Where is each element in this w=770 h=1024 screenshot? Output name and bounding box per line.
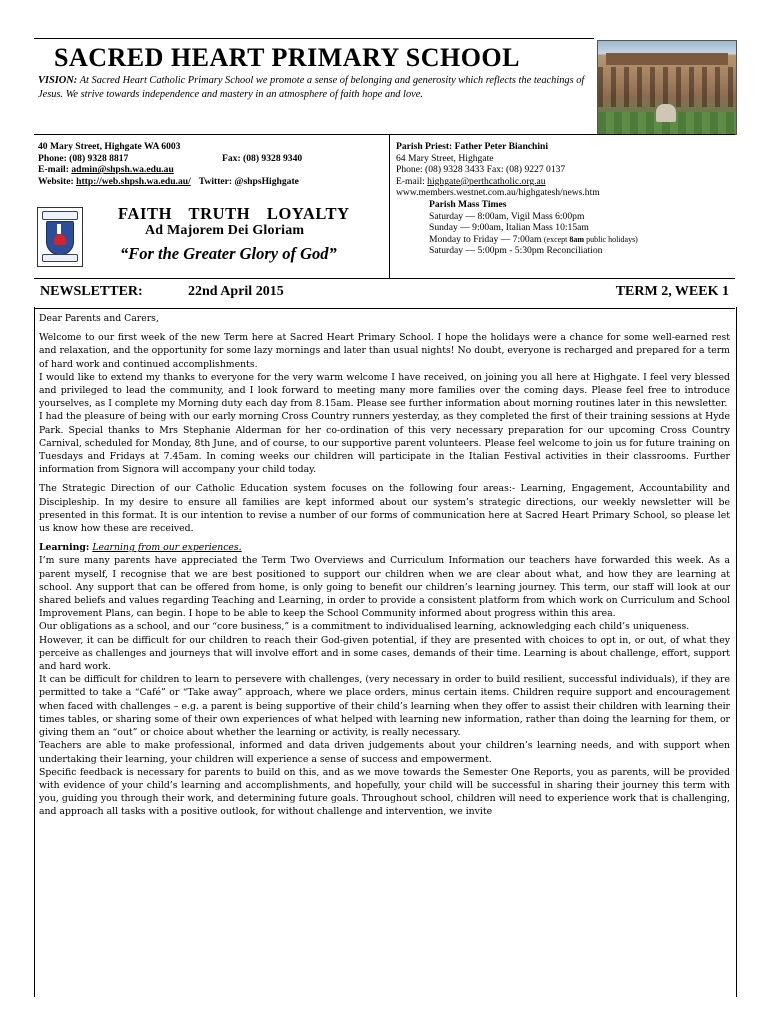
- mass-time-sunday: Sunday — 9:00am, Italian Mass 10:15am: [429, 222, 589, 234]
- paragraph-cross-country: I had the pleasure of being with our early morning Cross Country runners yesterday, as they completed the first of their training sessions at Hyde Park. Special thanks to Mrs Stephanie Alderman for her co-ordination of this very necessary preparation for our upcoming Cross Country Carnival, scheduled for Monday, 8th June, and of course, to our supportive parent volunteers. Please feel welcome to join us for future training on Tuesdays and Fridays at 7.45am. In coming weeks our children will participate in the Italian Festival activities in their classrooms. Further information from Signora will accompany your child today.: [39, 411, 730, 476]
- school-fax: Fax: (08) 9328 9340: [222, 152, 303, 164]
- header-divider: [34, 134, 735, 135]
- website-label: Website:: [38, 175, 77, 187]
- mass-times-title: Parish Mass Times: [429, 198, 507, 210]
- mass-time-weekday: Monday to Friday — 7:00am (except 8am public holidays): [429, 233, 638, 245]
- parish-phone-fax: Phone: (08) 9328 3433 Fax: (08) 9227 0137: [396, 164, 566, 176]
- parish-details: [396, 141, 736, 257]
- paragraph-potential: However, it can be difficult for our children to reach their God-given potential, if they are presented with choices to opt in, or out, of what they perceive as challenges and journeys that will involve effort and in some cases, demands of their time. Learning is about challenge, effort, support and hard work.: [39, 634, 730, 673]
- paragraph-teachers: Teachers are able to make professional, informed and data driven judgements about your children’s learning needs, and with support when undertaking their learning, your children will experience a sense of success and empowerment.: [39, 740, 730, 765]
- school-building-photo: [597, 40, 737, 135]
- newsletter-term: TERM 2, WEEK 1: [615, 284, 729, 299]
- learning-heading: [39, 541, 730, 554]
- paragraph-welcome: Welcome to our first week of the new Term here at Sacred Heart Primary School. I hope the holidays were a chance for some well-earned rest and relaxation, and the opportunity for some lazy mornings and later than usual nights! No doubt, everyone is recharged and prepared for a term of hard work and continued accomplishments.: [39, 332, 730, 370]
- paragraph-obligations: Our obligations as a school, and our “core business,” is a commitment to individualised learning, acknowledging each child’s uniqueness.: [39, 621, 690, 633]
- latin-motto: Ad Majorem Dei Gloriam: [145, 223, 305, 238]
- newsletter-date: 22nd April 2015: [188, 284, 284, 299]
- parish-email-link[interactable]: highgate@perthcatholic.org.au: [427, 175, 546, 187]
- title-top-rule: [34, 38, 594, 39]
- school-website-link[interactable]: http://web.shpsh.wa.edu.au/: [76, 175, 191, 187]
- heart-icon: [54, 234, 66, 245]
- vision-statement: [38, 74, 594, 101]
- parish-address: 64 Mary Street, Highgate: [396, 152, 494, 164]
- school-address: 40 Mary Street, Highgate WA 6003: [38, 141, 181, 152]
- vision-label: VISION:: [38, 75, 78, 86]
- motto-translation: “For the Greater Glory of God”: [120, 244, 337, 263]
- mass-time-reconciliation: Saturday — 5:00pm - 5:30pm Reconciliation: [429, 245, 603, 257]
- vision-text: At Sacred Heart Catholic Primary School we promote a sense of belonging and generosity which reflects the teachings of Jesus. We strive towards independence and mastery in an atmosphere of faith hope and love.: [38, 75, 585, 100]
- paragraph-persevere: It can be difficult for children to learn to persevere with challenges, (very necessary in order to build resilient, successful individuals), if they are permitted to take a “Café” or “Take away” approach, where we place orders, minus certain items. Children require support and encouragement when faced with challenges – e.g. a parent is being supportive of their child’s learning when they offer to assist their children with learning their times tables, or sharing some of their own experiences of what helped with learning new information, rather than doing the learning for them, or giving them an “out” or choice about whether the learning or activity, is really necessary.: [39, 674, 730, 739]
- school-email-link[interactable]: admin@shpsh.wa.edu.au: [71, 164, 174, 176]
- paragraph-strategic-direction: The Strategic Direction of our Catholic Education system focuses on the following four areas:- Learning, Engagement, Accountability and Discipleship. In my desire to ensure all families are kept informed about our system’s strategic directions, our weekly newsletter will be presented in this format. It is our intention to revise a number of our forms of communication here at Sacred Heart Primary School, so please let us know how these are received.: [39, 483, 730, 535]
- parish-website: www.members.westnet.com.au/highgatesh/news.htm: [396, 187, 600, 199]
- paragraph-thanks: I would like to extend my thanks to everyone for the very warm welcome I have received, on joining you all here at Highgate. I feel very blessed and privileged to lead the community, and I look forward to meeting many more families over the coming days. Please feel free to introduce yourselves, as I complete my Morning duty each day from 8.15am. Please see further information about morning routines later in this newsletter.: [39, 371, 730, 410]
- school-phone: Phone: (08) 9328 8817: [38, 152, 129, 164]
- email-label: E-mail:: [38, 164, 72, 176]
- parish-email-label: E-mail:: [396, 175, 428, 187]
- paragraph-overviews: I’m sure many parents have appreciated the Term Two Overviews and Curriculum Information our teachers have forwarded this week. As a parent myself, I recognise that we are best positioned to support our children when we are clear about what, and how they are learning at school. Any support that can be offered from home, is only going to benefit our children’s learning journey. This term, our staff will look at our shared beliefs and values regarding Teaching and Learning, in order to provide a consistent platform from which work on Curriculum and School Improvement Plans, can begin. I hope to be able to keep the School Community informed about progress within this area.: [39, 555, 730, 620]
- school-crest-logo: [37, 207, 83, 267]
- newsletter-body: [34, 307, 737, 997]
- learning-label: Learning:: [39, 542, 90, 554]
- mass-time-saturday: Saturday — 8:00am, Vigil Mass 6:00pm: [429, 210, 585, 222]
- greeting: Dear Parents and Carers,: [39, 313, 159, 324]
- school-title: SACRED HEART PRIMARY SCHOOL: [54, 43, 520, 72]
- newsletter-label: NEWSLETTER:: [40, 284, 143, 299]
- learning-subheading: Learning from our experiences.: [92, 542, 242, 554]
- school-motto: FAITH TRUTH LOYALTY: [118, 204, 350, 223]
- column-divider: [389, 134, 390, 278]
- newsletter-bar: [34, 278, 735, 309]
- school-contact-details: [38, 141, 383, 187]
- public-holidays-note: (except 8am public holidays): [543, 234, 638, 244]
- paragraph-feedback: Specific feedback is necessary for parents to build on this, and as we move towards the Semester One Reports, you as parents, will be provided with evidence of your child’s learning and accomplishments, and hopefully, your child will be successful in sharing their journey this term with you, guiding you through their work, and determining future goals. Throughout school, children will need to experience work that is challenging, and approach all tasks with a positive outlook, for without challenge and intervention, we invite: [39, 766, 730, 818]
- parish-priest: Parish Priest: Father Peter Bianchini: [396, 141, 549, 152]
- twitter-handle: Twitter: @shpsHighgate: [198, 175, 299, 187]
